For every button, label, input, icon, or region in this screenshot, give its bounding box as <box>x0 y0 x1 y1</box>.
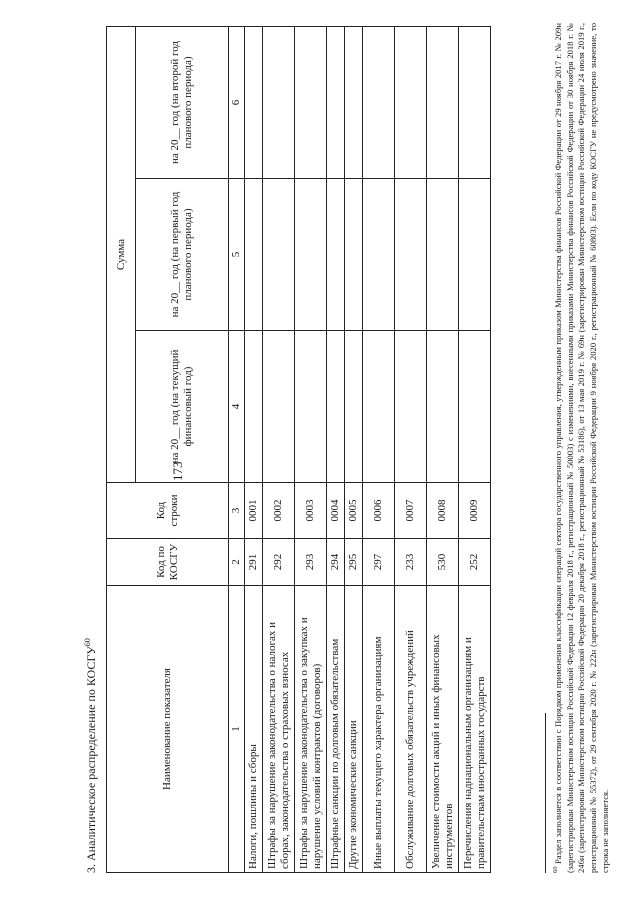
row-name: Штрафные санкции по долговым обязательствам <box>327 586 345 873</box>
column-number: 2 <box>229 539 245 586</box>
row-sum-first[interactable] <box>459 179 491 331</box>
row-sum-first[interactable] <box>427 179 459 331</box>
footnote-marker: 60 <box>552 866 559 873</box>
section-footnote-ref: 60 <box>83 638 92 647</box>
table-row <box>427 27 459 873</box>
table-row <box>363 27 395 873</box>
row-kosgu: 294 <box>327 539 345 586</box>
row-code: 0002 <box>263 483 295 539</box>
footnote <box>550 23 612 873</box>
row-code: 0005 <box>345 483 363 539</box>
row-code: 0003 <box>295 483 327 539</box>
row-sum-current[interactable] <box>263 331 295 483</box>
row-sum-second[interactable] <box>327 27 345 179</box>
section-title <box>83 638 99 873</box>
page-number: 173 <box>170 461 185 481</box>
table-row <box>295 27 327 873</box>
row-code: 0009 <box>459 483 491 539</box>
row-code: 0008 <box>427 483 459 539</box>
row-sum-second[interactable] <box>345 27 363 179</box>
row-sum-first[interactable] <box>345 179 363 331</box>
column-number-row <box>229 27 245 873</box>
header-sum: Сумма <box>107 27 136 483</box>
row-kosgu: 291 <box>245 539 263 586</box>
header-name: Наименование показателя <box>107 586 229 873</box>
row-name: Штрафы за нарушение законодательства о налогах и сборах, законодательства о страховых взносах <box>263 586 295 873</box>
row-sum-current[interactable] <box>427 331 459 483</box>
table-row <box>459 27 491 873</box>
row-code: 0007 <box>395 483 427 539</box>
table-row <box>395 27 427 873</box>
column-number: 6 <box>229 27 245 179</box>
table-row <box>263 27 295 873</box>
row-kosgu: 530 <box>427 539 459 586</box>
row-sum-second[interactable] <box>263 27 295 179</box>
section-title-text: 3. Аналитическое распределение по КОСГУ <box>84 646 98 873</box>
row-sum-current[interactable] <box>345 331 363 483</box>
column-number: 4 <box>229 331 245 483</box>
row-kosgu: 293 <box>295 539 327 586</box>
table-row <box>327 27 345 873</box>
row-kosgu: 252 <box>459 539 491 586</box>
header-kosgu: Код по КОСГУ <box>107 539 229 586</box>
row-sum-second[interactable] <box>245 27 263 179</box>
row-name: Налоги, пошлины и сборы <box>245 586 263 873</box>
row-name: Штрафы за нарушение законодательства о закупках и нарушение условий контрактов (договоров) <box>295 586 327 873</box>
column-number: 3 <box>229 483 245 539</box>
row-sum-second[interactable] <box>427 27 459 179</box>
row-sum-current[interactable] <box>395 331 427 483</box>
row-sum-first[interactable] <box>363 179 395 331</box>
row-sum-second[interactable] <box>459 27 491 179</box>
row-sum-current[interactable] <box>363 331 395 483</box>
row-kosgu: 233 <box>395 539 427 586</box>
row-name: Иные выплаты текущего характера организациям <box>363 586 395 873</box>
row-code: 0001 <box>245 483 263 539</box>
row-sum-current[interactable] <box>245 331 263 483</box>
header-year-second: на 20__ год (на второй год планового периода) <box>136 27 229 179</box>
row-sum-first[interactable] <box>395 179 427 331</box>
row-sum-first[interactable] <box>263 179 295 331</box>
row-sum-current[interactable] <box>295 331 327 483</box>
table-row <box>245 27 263 873</box>
row-kosgu: 295 <box>345 539 363 586</box>
row-name: Перечисления наднациональным организациям и правительствам иностранных государств <box>459 586 491 873</box>
kosgu-table <box>106 26 491 873</box>
row-sum-first[interactable] <box>327 179 345 331</box>
row-code: 0006 <box>363 483 395 539</box>
row-sum-first[interactable] <box>245 179 263 331</box>
column-number: 5 <box>229 179 245 331</box>
footnote-text: Раздел заполняется в соответствии с Порядком применения классификации операций сектора государственного управления, утвержденным приказом Министерства финансов Российской Федерации от 29 ноября 2017 г. № 209н (зарегистрирован Министерством юстиции Российской Федерации 12 февраля 2018 г., регистрационный № 50003) с изменениями, внесенными приказами Министерства финансов Российской Федерации от 30 ноября 2018 г. № 246н (зарегистрирован Министерством юстиции Российской Федерации 20 декабря 2018 г., регистрационный № 53186), от 13 мая 2019 г. № 69н (зарегистрирован Министерством юстиции Российской Федерации 24 июля 2019 г., регистрационный № 55372), от 29 сентября 2020 г. № 222н (зарегистрирован Министерством юстиции Российской Федерации 9 ноября 2020 г., регистрационный № 60803). Если по коду КОСГУ не предусмотрено значение, то строка не заполняется. <box>552 23 611 873</box>
row-sum-first[interactable] <box>295 179 327 331</box>
row-kosgu: 297 <box>363 539 395 586</box>
header-row-code: Код строки <box>107 483 229 539</box>
row-sum-second[interactable] <box>295 27 327 179</box>
header-year-current: на 20__ год (на текущий финансовый год) <box>136 331 229 483</box>
row-name: Обслуживание долговых обязательств учреждений <box>395 586 427 873</box>
row-code: 0004 <box>327 483 345 539</box>
row-name: Другие экономические санкции <box>345 586 363 873</box>
row-sum-current[interactable] <box>459 331 491 483</box>
header-year-first: на 20__ год (на первый год планового периода) <box>136 179 229 331</box>
row-sum-current[interactable] <box>327 331 345 483</box>
row-sum-second[interactable] <box>395 27 427 179</box>
row-kosgu: 292 <box>263 539 295 586</box>
row-sum-second[interactable] <box>363 27 395 179</box>
footnote-divider <box>545 713 546 873</box>
column-number: 1 <box>229 586 245 873</box>
row-name: Увеличение стоимости акций и иных финансовых инструментов <box>427 586 459 873</box>
table-row <box>345 27 363 873</box>
